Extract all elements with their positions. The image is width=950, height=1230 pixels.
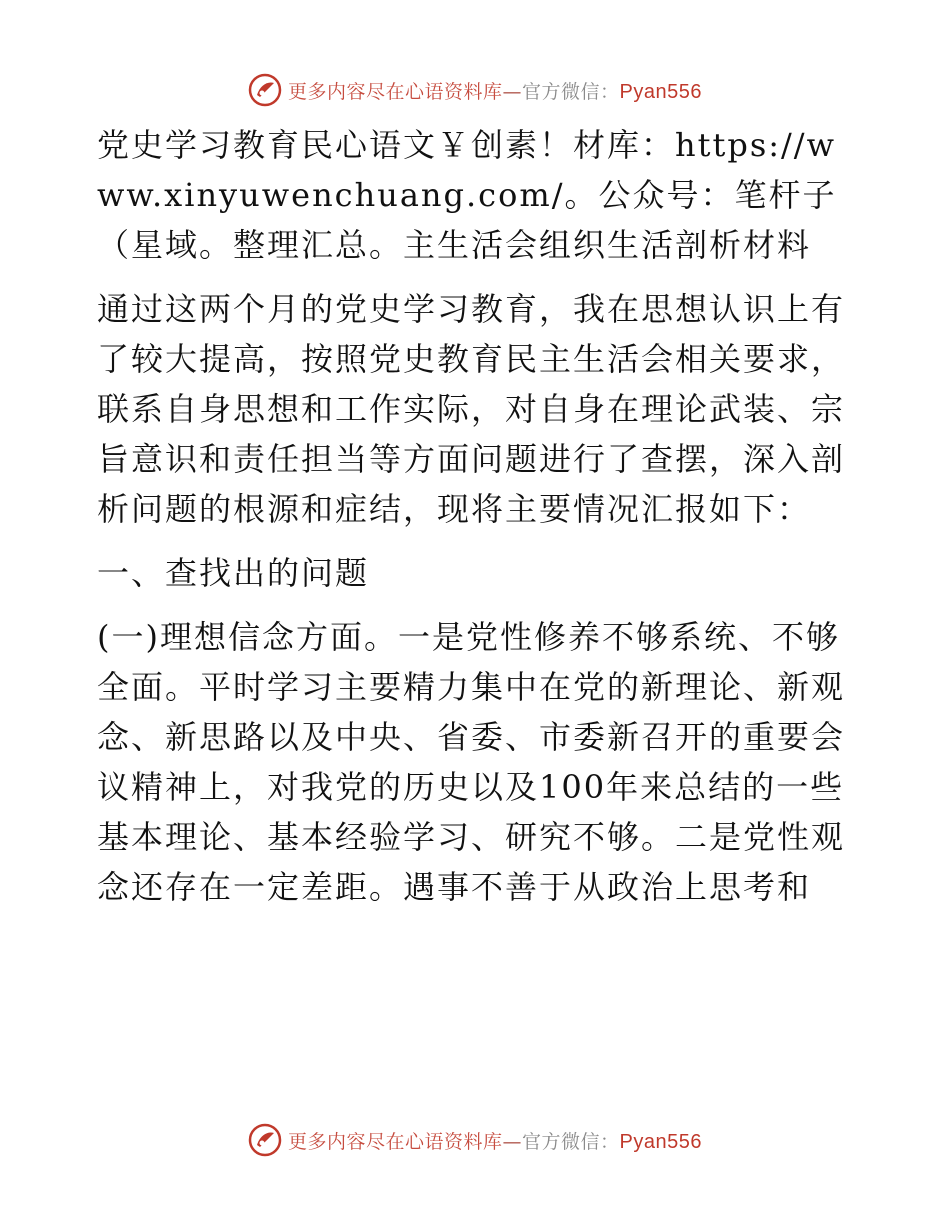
paragraph-ideals: (一)理想信念方面。一是党性修养不够系统、不够全面。平时学习主要精力集中在党的新理论、新观念、新思路以及中央、省委、市委新召开的重要会议精神上，对我党的历史以及100年来总结的一些基本理论、基本经验学习、研究不够。二是党性观念还存在一定差距。遇事不善于从政治上思考和 (97, 618, 846, 906)
watermark-brand: 更多内容尽在心语资料库 (288, 1130, 503, 1153)
watermark-text (288, 1127, 702, 1154)
paragraph-intro: 通过这两个月的党史学习教育，我在思想认识上有了较大提高，按照党史教育民主生活会相关要求，联系自身思想和工作实际，对自身在理论武装、宗旨意识和责任担当等方面问题进行了查摆，深入剖析问题的根源和症结，现将主要情况汇报如下： (97, 290, 846, 528)
watermark-header (0, 70, 950, 110)
brand-logo-icon (248, 73, 282, 107)
watermark-handle: Pyan556 (619, 1130, 702, 1153)
watermark-dash: — (502, 1130, 523, 1153)
paragraph-title: 党史学习教育民心语文￥创素！材库：https://www.xinyuwenchuang.com/。公众号：笔杆子（星域。整理汇总。主生活会组织生活剖析材料 (97, 126, 837, 264)
watermark-brand: 更多内容尽在心语资料库 (288, 80, 503, 103)
section-heading: 一、查找出的问题 (97, 554, 370, 592)
document-body (97, 120, 857, 912)
watermark-label: 官方微信： (522, 1130, 620, 1153)
watermark-footer (0, 1120, 950, 1160)
watermark-handle: Pyan556 (619, 80, 702, 103)
brand-logo-icon (248, 1123, 282, 1157)
watermark-text (288, 77, 702, 104)
watermark-label: 官方微信： (522, 80, 620, 103)
watermark-dash: — (502, 80, 523, 103)
